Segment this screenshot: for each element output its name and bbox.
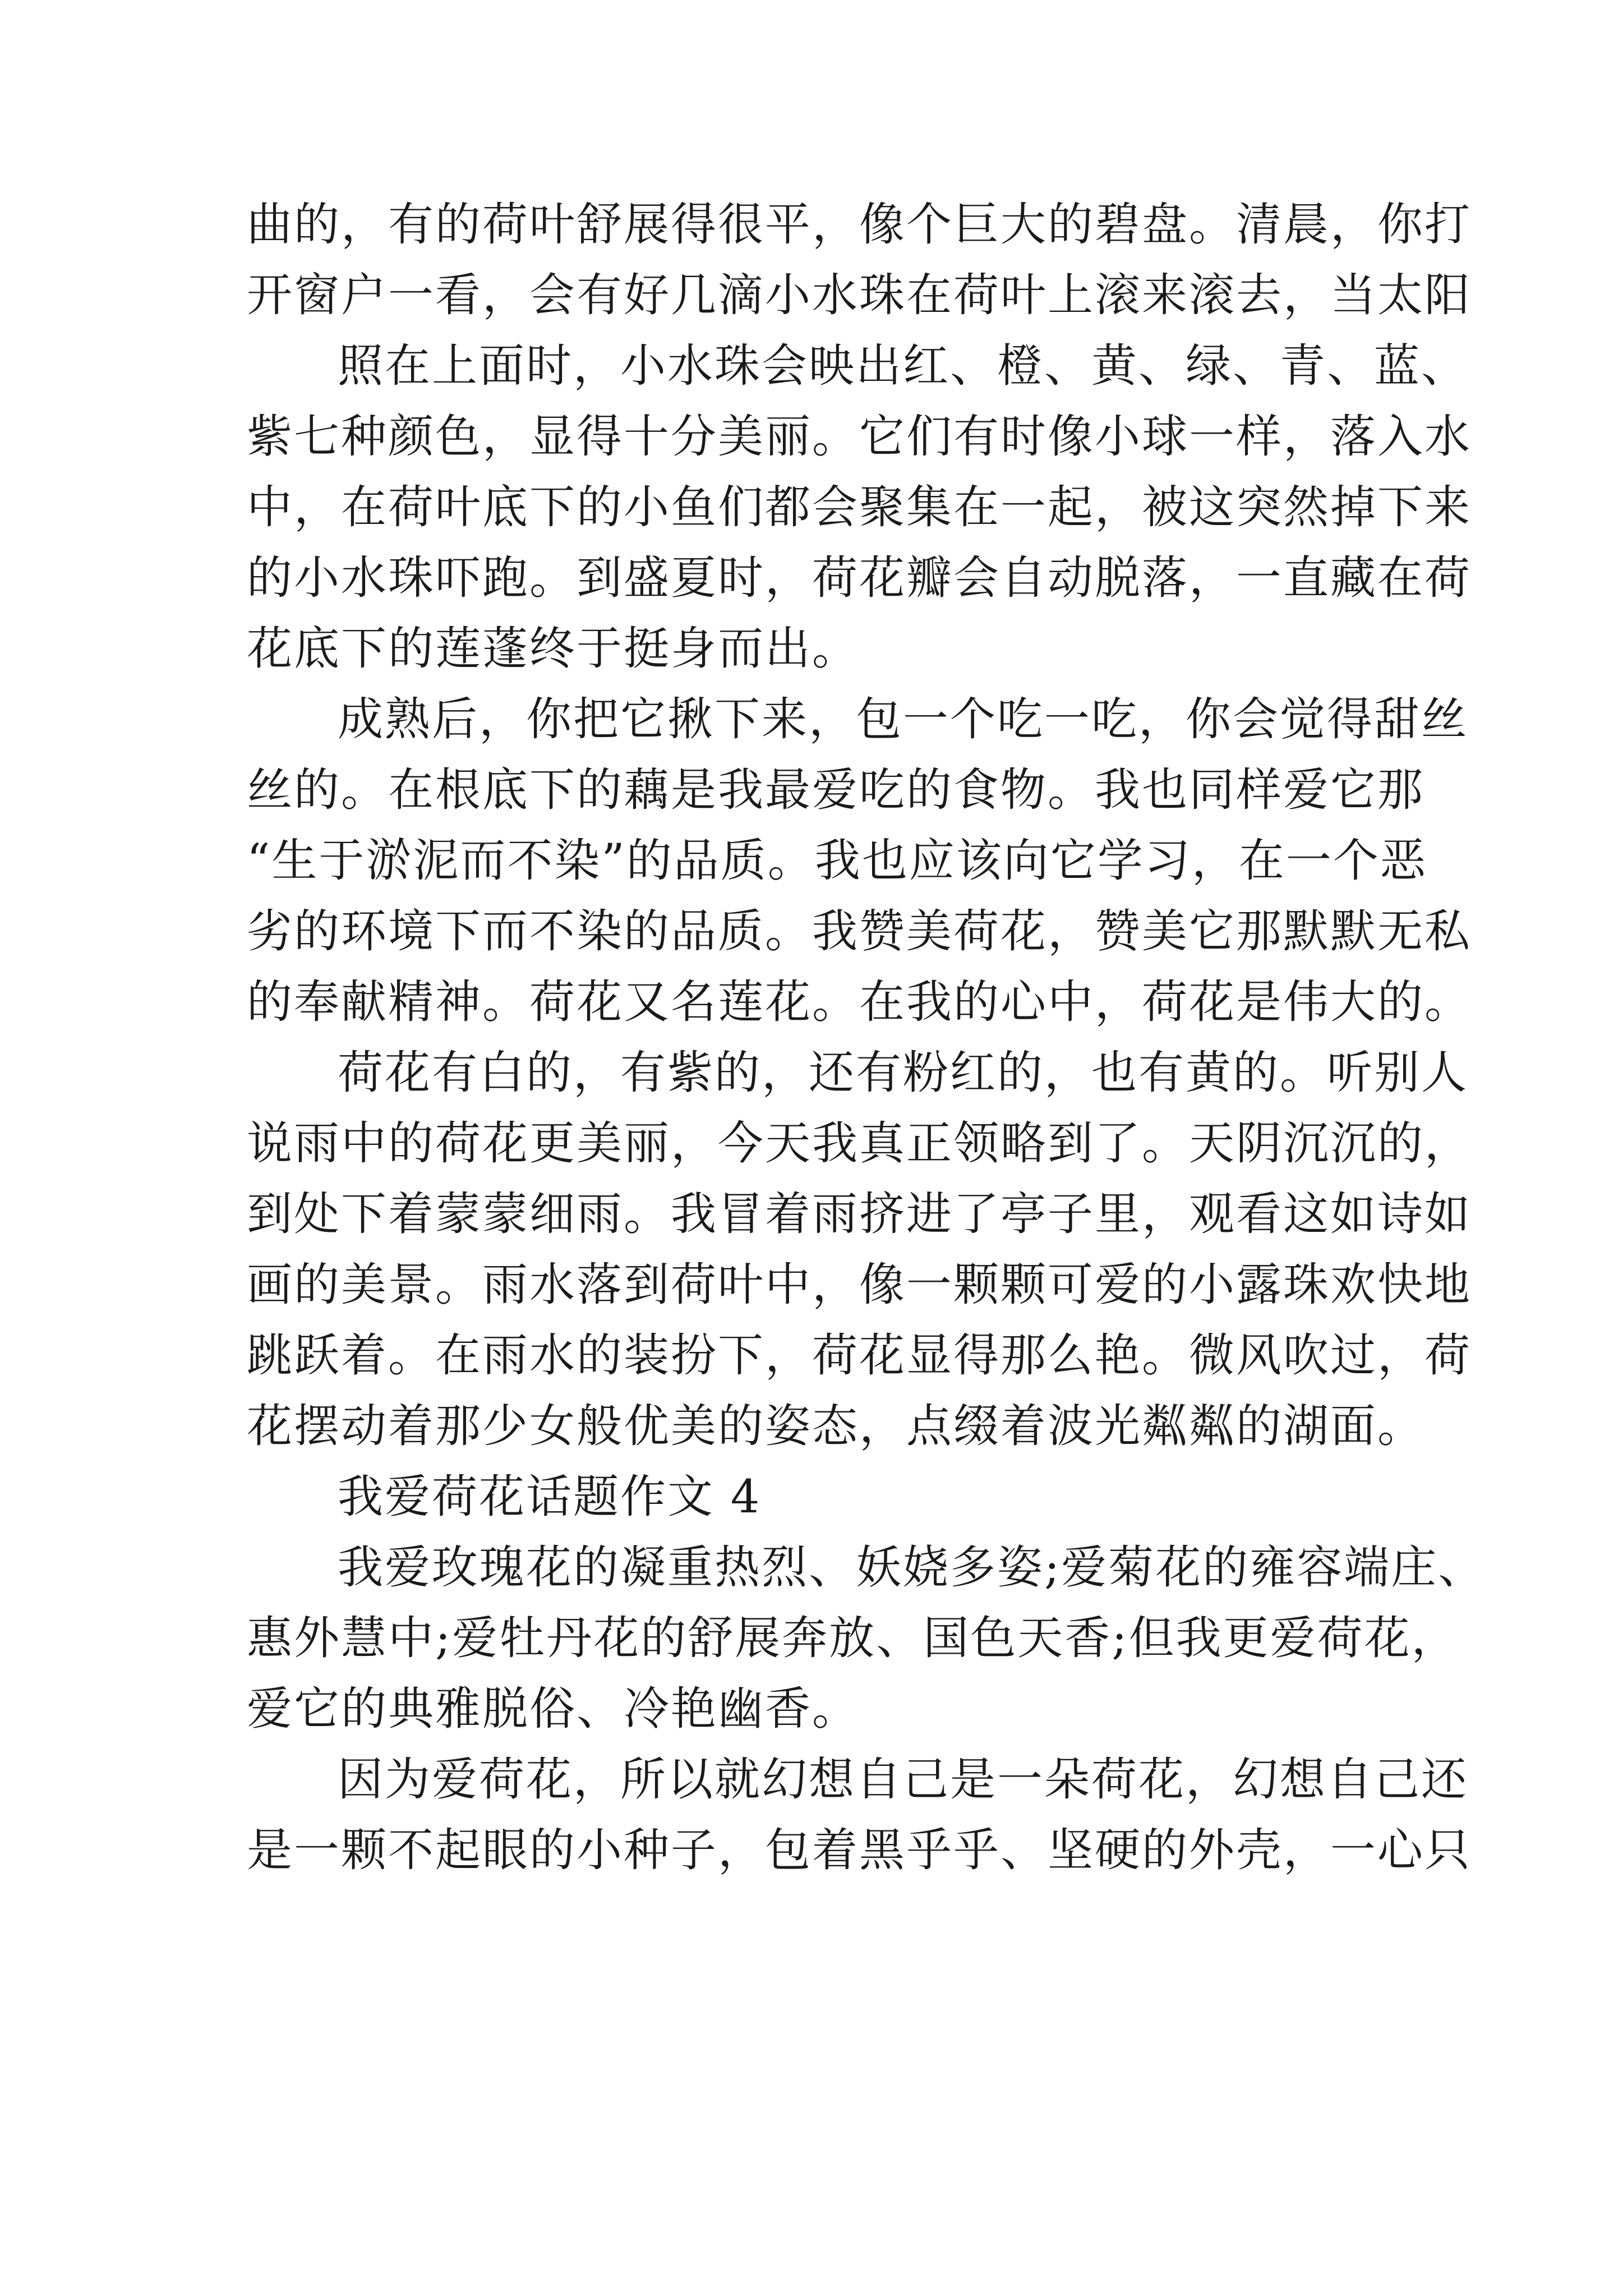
text-line: 画的美景。雨水落到荷叶中，像一颗颗可爱的小露珠欢快地	[247, 1259, 1472, 1312]
text-line: 丝的。在根底下的藕是我最爱吃的食物。我也同样爱它那	[247, 764, 1425, 817]
text-line: 因为爱荷花，所以就幻想自己是一朵荷花，幻想自己还	[338, 1754, 1469, 1806]
text-line: 跳跃着。在雨水的装扮下，荷花显得那么艳。微风吹过，荷	[247, 1329, 1472, 1382]
body-text	[247, 190, 1486, 1886]
text-line: 说雨中的荷花更美丽，今天我真正领略到了。天阴沉沉的，	[247, 1117, 1472, 1170]
text-line: 中，在荷叶底下的小鱼们都会聚集在一起，被这突然掉下来	[247, 481, 1472, 534]
text-line: 劣的环境下而不染的品质。我赞美荷花，赞美它那默默无私	[247, 905, 1472, 958]
text-line: 照在上面时，小水珠会映出红、橙、黄、绿、青、蓝、	[338, 340, 1469, 393]
text-line: 曲的，有的荷叶舒展得很平，像个巨大的碧盘。清晨，你打	[247, 199, 1472, 251]
text-line: 是一颗不起眼的小种子，包着黑乎乎、坚硬的外壳，一心只	[247, 1824, 1472, 1877]
text-line: 到处下着蒙蒙细雨。我冒着雨挤进了亭子里，观看这如诗如	[247, 1188, 1472, 1241]
text-line: 的小水珠吓跑。到盛夏时，荷花瓣会自动脱落，一直藏在荷	[247, 552, 1472, 605]
text-line: 开窗户一看，会有好几滴小水珠在荷叶上滚来滚去，当太阳	[247, 269, 1472, 322]
text-line: 花摆动着那少女般优美的姿态，点缀着波光粼粼的湖面。	[247, 1400, 1425, 1453]
text-line: 的奉献精神。荷花又名莲花。在我的心中，荷花是伟大的。	[247, 976, 1472, 1029]
text-line: 惠外慧中;爱牡丹花的舒展奔放、国色天香;但我更爱荷花，	[247, 1612, 1459, 1665]
text-line: 成熟后，你把它揪下来，包一个吃一吃，你会觉得甜丝	[338, 693, 1469, 746]
text-line: “生于淤泥而不染”的品质。我也应该向它学习，在一个恶	[247, 835, 1427, 887]
text-line: 爱它的典雅脱俗、冷艳幽香。	[247, 1683, 860, 1736]
text-line: 花底下的莲蓬终于挺身而出。	[247, 623, 860, 675]
text-line: 紫七种颜色，显得十分美丽。它们有时像小球一样，落入水	[247, 411, 1472, 463]
text-line: 荷花有白的，有紫的，还有粉红的，也有黄的。听别人	[338, 1047, 1469, 1099]
section-heading: 我爱荷花话题作文 4	[338, 1471, 762, 1524]
text-line: 我爱玫瑰花的凝重热烈、妖娆多姿;爱菊花的雍容端庄、	[338, 1542, 1486, 1594]
